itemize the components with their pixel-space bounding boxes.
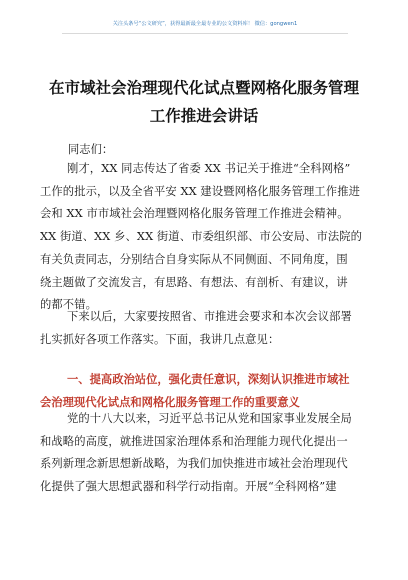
text-line: 下来以后，大家要按照省、市推进会要求和本次会议部署 — [67, 310, 352, 323]
paragraph-transition — [40, 306, 368, 351]
document-title — [40, 74, 368, 130]
paragraph-section-1 — [40, 408, 368, 499]
text-line: 系列新理念新思想新战略，为我们加快推进市域社会治理现代 — [40, 457, 348, 471]
text-line: 和战略的高度，就推进国家治理体系和治理能力现代化提出一 — [40, 434, 348, 448]
salutation: 同志们： — [68, 143, 114, 156]
title-line-1: 在市域社会治理现代化试点暨网格化服务管理 — [48, 79, 359, 97]
text-line: 绕主题做了交流发言，有思路、有想法、有剖析、有建议，讲 — [40, 275, 348, 289]
text-line: XX 街道、XX 乡、XX 街道、市委组织部、市公安局、市法院的 — [40, 230, 363, 244]
title-line-2: 工作推进会讲话 — [149, 107, 259, 125]
heading-line: 一、提高政治站位，强化责任意识，深刻认识推进市域社 — [67, 373, 350, 386]
text-line: 工作的批示，以及全省平安 XX 建设暨网格化服务管理工作推进 — [40, 184, 360, 198]
text-line: 有关负责同志，分别结合自身实际从不同侧面、不同角度，围 — [40, 252, 348, 266]
heading-line: 会治理现代化试点和网格化服务管理工作的重要意义 — [40, 395, 300, 409]
text-line: 会和 XX 市市域社会治理暨网格化服务管理工作推进会精神。 — [40, 207, 349, 221]
text-line: 党的十八大以来，习近平总书记从党和国家事业发展全局 — [67, 412, 352, 425]
text-line: 的都不错。 — [40, 298, 97, 312]
paragraph-opening — [40, 158, 368, 317]
source-banner: 关注头条号“公文研究”，获得最新最全最专业的公文资料库！ 微信：gongwen1 — [62, 17, 348, 34]
text-line: 化提供了强大思想武器和科学行动指南。开展“全科网格”建 — [40, 480, 337, 494]
text-line: 刚才，XX 同志传达了省委 XX 书记关于推进“全科网格” — [67, 162, 351, 175]
text-line: 扎实抓好各项工作落实。下面，我讲几点意见： — [40, 332, 280, 346]
